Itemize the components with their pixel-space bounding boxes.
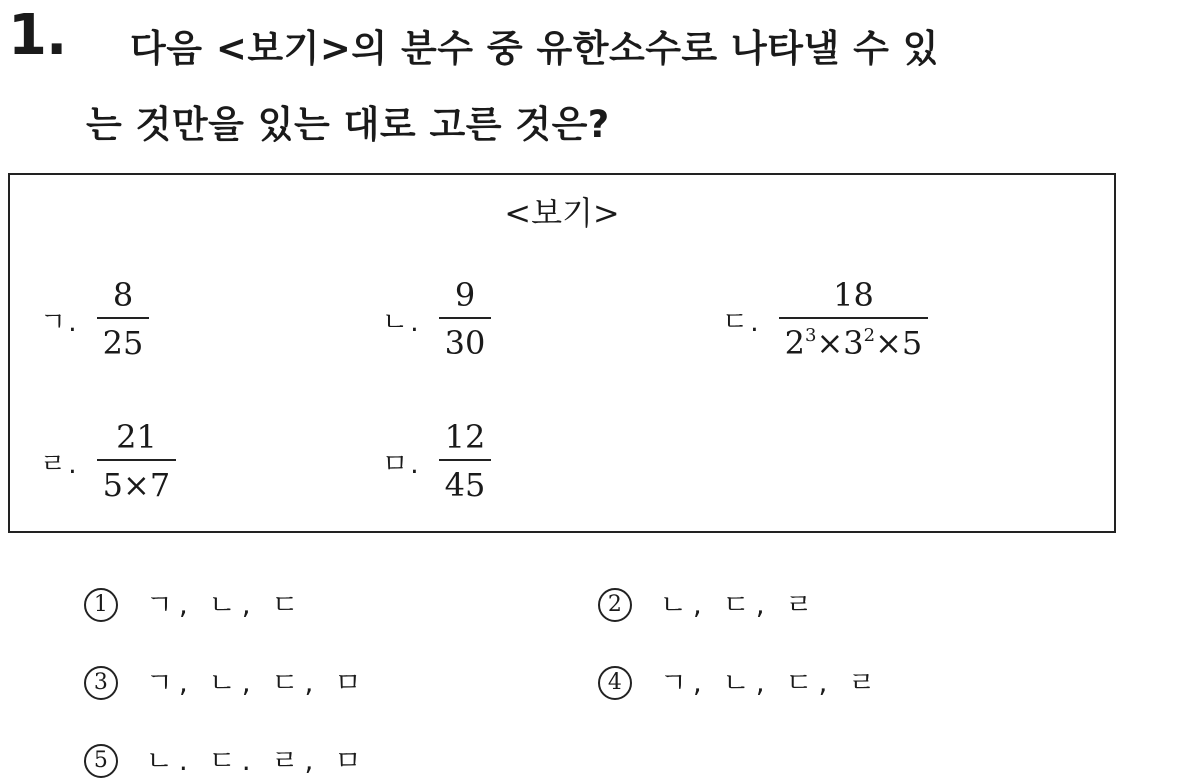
answer-choice-2[interactable] xyxy=(580,560,819,622)
circled-number: 3 xyxy=(84,666,118,700)
example-item-b xyxy=(382,276,491,362)
fraction xyxy=(97,276,150,362)
answer-choice-1[interactable] xyxy=(66,560,305,622)
numerator: 21 xyxy=(116,418,157,456)
denominator: 5×7 xyxy=(102,466,171,504)
example-box xyxy=(8,173,1116,533)
choice-text: ㄴ, ㄷ, ㄹ xyxy=(659,588,819,621)
factor: ×5 xyxy=(875,324,923,362)
circled-number: 1 xyxy=(84,588,118,622)
choice-text: ㄱ, ㄴ, ㄷ, ㅁ xyxy=(145,666,368,699)
example-item-c xyxy=(722,276,928,362)
fraction xyxy=(439,276,492,362)
numerator: 9 xyxy=(454,276,476,314)
answer-choice-4[interactable] xyxy=(580,638,881,700)
item-marker: ㄹ. xyxy=(40,448,79,480)
example-item-e xyxy=(382,418,491,504)
base: 2 xyxy=(784,324,806,362)
example-box-title: <보기> xyxy=(504,194,620,232)
answer-choice-5[interactable] xyxy=(66,716,367,778)
numerator: 12 xyxy=(444,418,486,456)
fraction xyxy=(97,418,177,504)
question-text-line-1: 다음 <보기>의 분수 중 유한소수로 나타낼 수 있 xyxy=(130,27,940,70)
factor: ×3 xyxy=(816,324,864,362)
numerator: 8 xyxy=(112,276,134,314)
circled-number: 2 xyxy=(598,588,632,622)
choice-text: ㄱ, ㄴ, ㄷ xyxy=(145,588,305,621)
fraction xyxy=(779,276,929,362)
example-item-d xyxy=(40,418,176,504)
answer-choice-3[interactable] xyxy=(66,638,367,700)
numerator: 18 xyxy=(833,276,874,314)
circled-number: 4 xyxy=(598,666,632,700)
choice-text: ㄴ. ㄷ. ㄹ, ㅁ xyxy=(145,744,368,777)
denominator: 25 xyxy=(102,324,144,362)
circled-number: 5 xyxy=(84,744,118,778)
denominator: 45 xyxy=(444,466,486,504)
item-marker: ㄷ. xyxy=(722,306,761,338)
exponent: 2 xyxy=(863,325,876,346)
example-item-a xyxy=(40,276,149,362)
denominator: 30 xyxy=(444,324,486,362)
denominator xyxy=(779,319,929,362)
item-marker: ㄴ. xyxy=(382,306,421,338)
question-text-line-2: 는 것만을 있는 대로 고른 것은? xyxy=(86,103,610,146)
question-number: 1. xyxy=(8,3,67,68)
item-marker: ㄱ. xyxy=(40,306,79,338)
fraction xyxy=(439,418,492,504)
item-marker: ㅁ. xyxy=(382,448,421,480)
choice-text: ㄱ, ㄴ, ㄷ, ㄹ xyxy=(659,666,882,699)
exponent: 3 xyxy=(805,325,817,346)
